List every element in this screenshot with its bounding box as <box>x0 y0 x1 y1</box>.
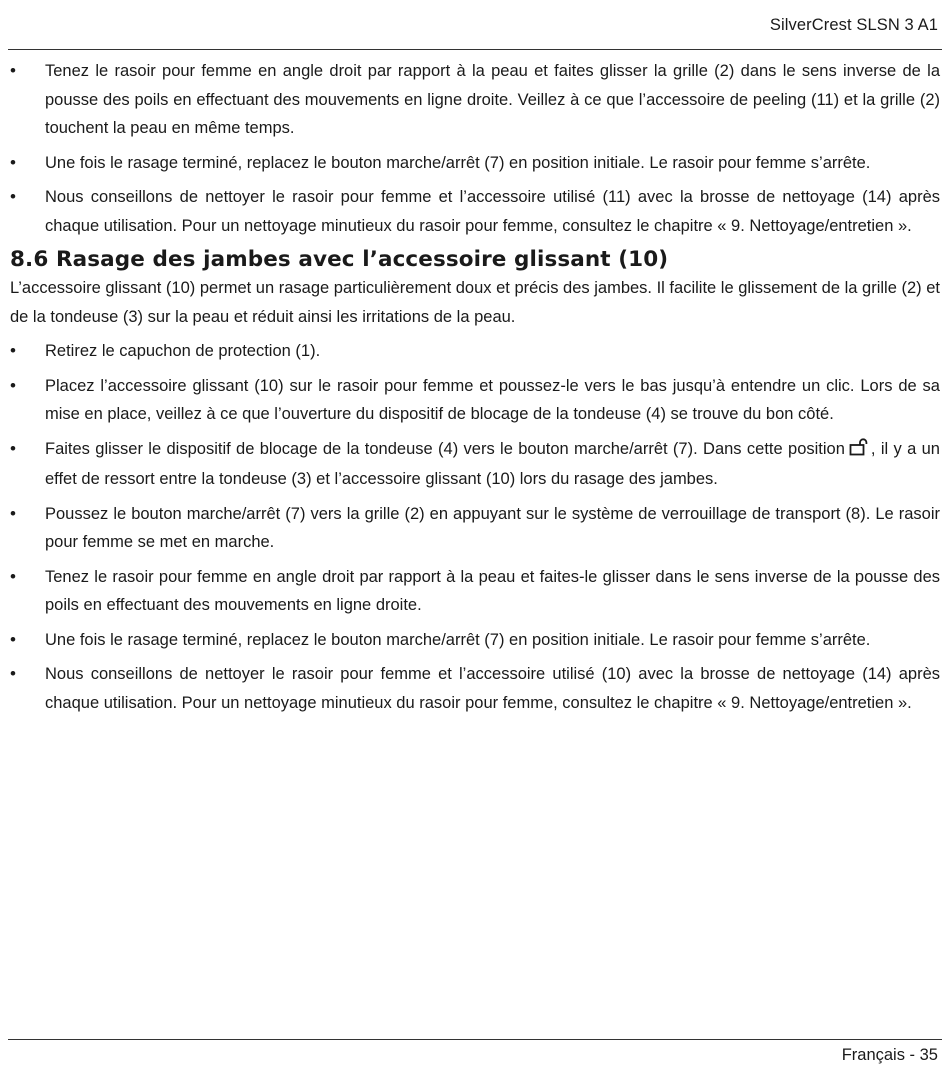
list-item-text-after-icon: , il y a un effet de ressort entre la tondeuse (3) et l’accessoire glissant (10) lors du rasage des jambes. <box>45 439 940 488</box>
bullet-list-section <box>10 337 940 717</box>
section-intro: L’accessoire glissant (10) permet un rasage particulièrement doux et précis des jambes. Il facilite le glissement de la grille (2) et de la tondeuse (3) sur la peau et réduit ainsi les irritations de la peau. <box>10 279 940 326</box>
list-item: • Une fois le rasage terminé, replacez le bouton marche/arrêt (7) en position initiale. Le rasoir pour femme s’arrête. <box>10 149 940 178</box>
list-item: • Nous conseillons de nettoyer le rasoir pour femme et l’accessoire utilisé (10) avec la brosse de nettoyage (14) après chaque utilisation. Pour un nettoyage minutieux du rasoir pour femme, consultez le chapitre « 9. Nettoyage/entretien ». <box>10 660 940 717</box>
list-item: • Placez l’accessoire glissant (10) sur le rasoir pour femme et poussez-le vers le bas jusqu’à entendre un clic. Lors de sa mise en place, veillez à ce que l’ouverture du dispositif de blocage de la tondeuse (4) se trouve du bon côté. <box>10 372 940 429</box>
page-content <box>10 57 940 723</box>
footer-rule <box>8 1039 942 1040</box>
list-item: • Retirez le capuchon de protection (1). <box>10 337 940 366</box>
header-rule <box>8 49 942 50</box>
list-item: • Une fois le rasage terminé, replacez le bouton marche/arrêt (7) en position initiale. Le rasoir pour femme s’arrête. <box>10 626 940 655</box>
list-item-text-before-icon: Faites glisser le dispositif de blocage de la tondeuse (4) vers le bouton marche/arrêt (7). Dans cette position <box>45 439 845 458</box>
section-title: 8.6 Rasage des jambes avec l’accessoire glissant (10) <box>10 247 669 272</box>
bullet-list-top <box>10 57 940 240</box>
list-item: • Tenez le rasoir pour femme en angle droit par rapport à la peau et faites-le glisser dans le sens inverse de la pousse des poils en effectuant des mouvements en ligne droite. <box>10 563 940 620</box>
list-item: • Nous conseillons de nettoyer le rasoir pour femme et l’accessoire utilisé (11) avec la brosse de nettoyage (14) après chaque utilisation. Pour un nettoyage minutieux du rasoir pour femme, consultez le chapitre « 9. Nettoyage/entretien ». <box>10 183 940 240</box>
page-footer: Français - 35 <box>841 1046 938 1064</box>
list-item-with-icon <box>10 435 940 494</box>
list-item: • Poussez le bouton marche/arrêt (7) vers la grille (2) en appuyant sur le système de verrouillage de transport (8). Le rasoir pour femme se met en marche. <box>10 500 940 557</box>
list-item: • Tenez le rasoir pour femme en angle droit par rapport à la peau et faites glisser la grille (2) dans le sens inverse de la pousse des poils en effectuant des mouvements en ligne droite. Veillez à ce que l’accessoire de peeling (11) et la grille (2) touchent la peau en même temps. <box>10 57 940 143</box>
unlock-icon <box>849 437 869 466</box>
page-header: SilverCrest SLSN 3 A1 <box>769 16 938 34</box>
